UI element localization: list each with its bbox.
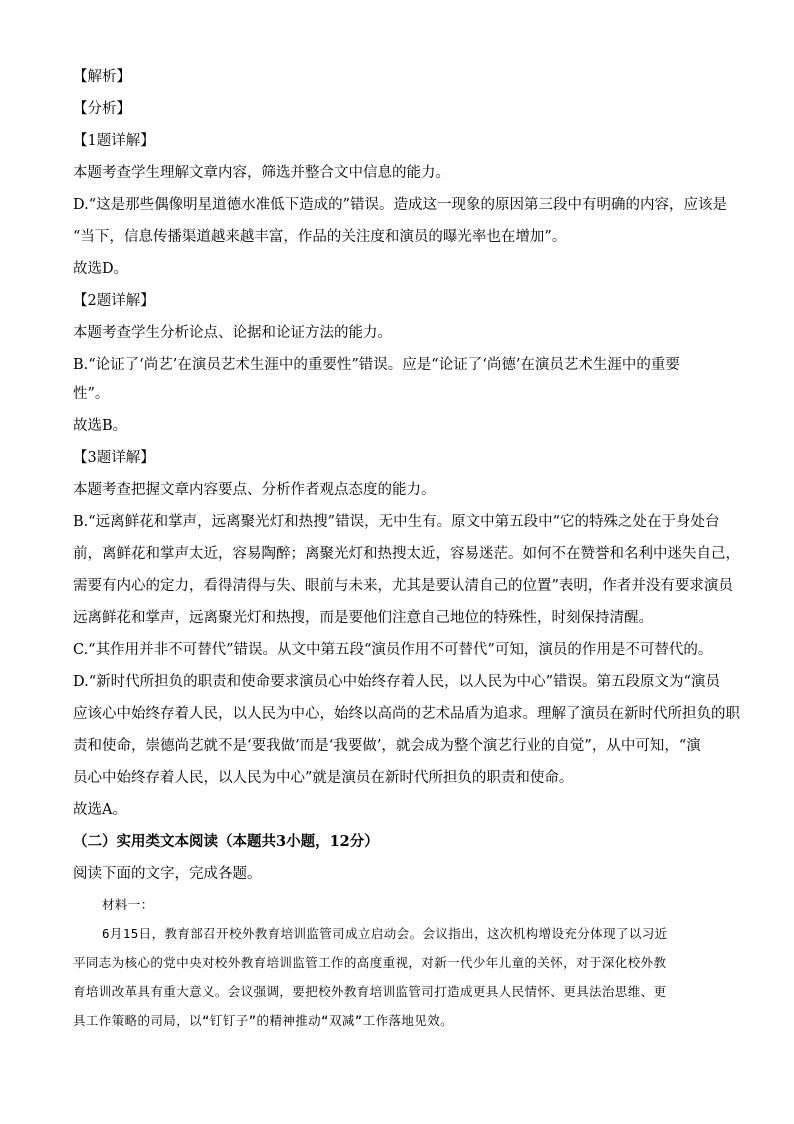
material-text-line: 育培训改革具有重大意义。会议强调，要把校外教育培训监管司打造成更具人民情怀、更具法治思维、更	[73, 984, 667, 999]
instruction-text: 阅读下面的文字，完成各题。	[73, 866, 262, 882]
material-text-line: 平同志为核心的党中央对校外教育培训监管工作的高度重视，对新一代少年儿童的关怀，对于深化校外教	[73, 955, 667, 970]
q3-answer: 故选A。	[73, 802, 127, 818]
q2-text-line: 性”。	[73, 386, 110, 402]
material-text-line: 具工作策略的司局，以“钉钉子”的精神推动“双减”工作落地见效。	[73, 1013, 454, 1028]
q3-heading: 【3题详解】	[73, 450, 155, 466]
q3-text-line: 员心中始终存着人民，以人民为中心”就是演员在新时代所担负的职责和使命。	[73, 770, 574, 786]
q1-text-line: 本题考查学生理解文章内容，筛选并整合文中信息的能力。	[73, 165, 450, 181]
q3-text-line: C.“其作用并非不可替代”错误。从文中第五段“演员作用不可替代”可知，演员的作用是不可替代的。	[73, 642, 713, 658]
material-label: 材料一：	[102, 897, 154, 912]
q3-text-line: 远离鲜花和掌声，远离聚光灯和热搜，而是要他们注意自己地位的特殊性，时刻保持清醒。	[73, 610, 653, 626]
sub-analysis-label: 【分析】	[73, 101, 131, 117]
q1-answer: 故选D。	[73, 261, 129, 277]
q1-heading: 【1题详解】	[73, 133, 155, 149]
q3-text-line: B.“远离鲜花和掌声，远离聚光灯和热搜”错误，无中生有。原文中第五段中“它的特殊之处在于身处台	[73, 514, 720, 530]
analysis-label: 【解析】	[73, 69, 131, 85]
q3-text-line: D.“新时代所担负的职责和使命要求演员心中始终存着人民，以人民为中心”错误。第五段原文为“演员	[73, 674, 720, 690]
q3-text-line: 前，离鲜花和掌声太近，容易陶醉；离聚光灯和热搜太近，容易迷茫。如何不在赞誉和名利中迷失自己，	[73, 546, 740, 562]
q2-text-line: B.“论证了‘尚艺’在演员艺术生涯中的重要性”错误。应是“论证了‘尚德’在演员艺术生涯中的重要	[73, 357, 680, 373]
q3-text-line: 需要有内心的定力，看得清得与失、眼前与未来，尤其是要认清自己的位置”表明，作者并没有要求演员	[73, 578, 733, 594]
q1-text-line: “当下，信息传播渠道越来越丰富，作品的关注度和演员的曝光率也在增加”。	[73, 229, 567, 245]
q3-text-line: 应该心中始终存着人民，以人民为中心，始终以高尚的艺术品盾为追求。理解了演员在新时代所担负的职	[73, 706, 740, 722]
material-text-line: 6月15日，教育部召开校外教育培训监管司成立启动会。会议指出，这次机构增设充分体现了以习近	[102, 926, 668, 941]
q3-text-line: 本题考查把握文章内容要点、分析作者观点态度的能力。	[73, 482, 436, 498]
q2-text-line: 本题考查学生分析论点、论据和论证方法的能力。	[73, 325, 392, 341]
q2-answer: 故选B。	[73, 418, 128, 434]
section-heading: （二）实用类文本阅读（本题共3小题，12分）	[73, 833, 379, 850]
q3-text-line: 责和使命，崇德尚艺就不是‘要我做’而是‘我要做’，就会成为整个演艺行业的自觉”，从中可知，“演	[73, 738, 701, 754]
q2-heading: 【2题详解】	[73, 293, 155, 309]
q1-text-line: D.“这是那些偶像明星道德水准低下造成的”错误。造成这一现象的原因第三段中有明确的内容，应该是	[73, 197, 728, 213]
